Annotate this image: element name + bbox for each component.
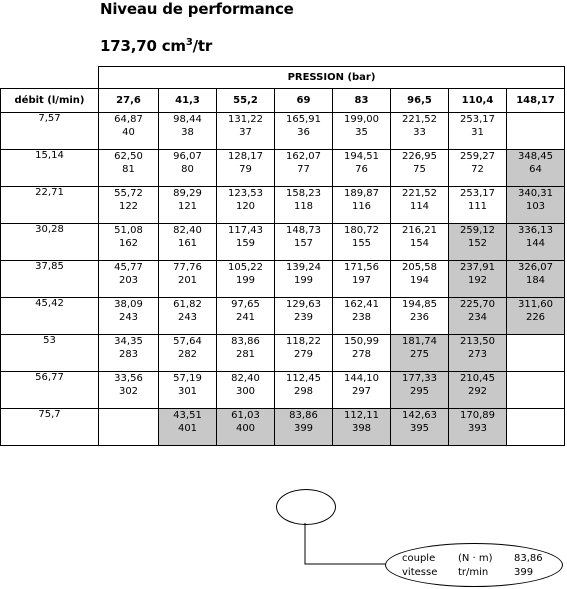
callout-speed-unit: tr/min: [458, 567, 489, 578]
speed-value: 194: [409, 275, 430, 286]
torque-value: 253,17: [460, 114, 495, 125]
torque-value: 57,64: [173, 336, 202, 347]
torque-value: 336,13: [518, 225, 553, 236]
torque-value: 194,51: [344, 151, 379, 162]
speed-value: 76: [355, 164, 368, 175]
displacement-exponent: 3: [185, 37, 193, 48]
pressure-column-header: 27,6: [99, 89, 159, 113]
flow-rate-label: 30,28: [1, 224, 99, 261]
callout-torque-value: 83,86: [514, 553, 543, 564]
speed-value: 159: [235, 238, 256, 249]
flow-rate-label: 15,14: [1, 150, 99, 187]
torque-value: 89,29: [173, 188, 202, 199]
torque-value: 45,77: [114, 262, 143, 273]
speed-value: 64: [529, 164, 542, 175]
torque-value: 61,82: [173, 299, 202, 310]
torque-value: 105,22: [228, 262, 263, 273]
torque-value: 148,73: [286, 225, 321, 236]
torque-value: 253,17: [460, 188, 495, 199]
displacement-value: 173,70 cm: [100, 37, 186, 55]
speed-value: 122: [118, 201, 139, 212]
speed-value: 282: [177, 349, 198, 360]
speed-value: 400: [235, 423, 256, 434]
torque-value: 144,10: [344, 373, 379, 384]
speed-value: 40: [122, 127, 135, 138]
torque-value: 158,23: [286, 188, 321, 199]
speed-value: 31: [471, 127, 484, 138]
torque-value: 171,56: [344, 262, 379, 273]
torque-value: 82,40: [173, 225, 202, 236]
torque-value: 55,72: [114, 188, 143, 199]
speed-value: 197: [351, 275, 372, 286]
torque-value: 216,21: [402, 225, 437, 236]
speed-value: 144: [525, 238, 546, 249]
torque-value: 61,03: [231, 410, 260, 421]
flow-rate-label: 7,57: [1, 113, 99, 150]
speed-value: 157: [293, 238, 314, 249]
pressure-header: PRESSION (bar): [99, 67, 565, 89]
flow-rate-label: 22,71: [1, 187, 99, 224]
speed-value: 203: [118, 275, 139, 286]
torque-value: 225,70: [460, 299, 495, 310]
torque-value: 82,40: [231, 373, 260, 384]
torque-value: 38,09: [114, 299, 143, 310]
speed-value: 241: [235, 312, 256, 323]
speed-value: 281: [235, 349, 256, 360]
torque-value: 165,91: [286, 114, 321, 125]
torque-value: 139,24: [286, 262, 321, 273]
speed-value: 38: [181, 127, 194, 138]
pressure-column-header: 55,2: [217, 89, 275, 113]
torque-value: 34,35: [114, 336, 143, 347]
torque-value: 83,86: [231, 336, 260, 347]
callout-speed-value: 399: [514, 567, 534, 578]
speed-value: 395: [409, 423, 430, 434]
speed-value: 297: [351, 386, 372, 397]
torque-value: 57,19: [173, 373, 202, 384]
speed-value: 37: [239, 127, 252, 138]
speed-value: 398: [351, 423, 372, 434]
speed-value: 199: [293, 275, 314, 286]
speed-value: 399: [293, 423, 314, 434]
speed-value: 114: [409, 201, 430, 212]
pressure-column-header: 110,4: [449, 89, 507, 113]
torque-value: 181,74: [402, 336, 437, 347]
flow-rate-label: 53: [1, 335, 99, 372]
torque-value: 348,45: [518, 151, 553, 162]
torque-value: 340,31: [518, 188, 553, 199]
page-title: Niveau de performance: [100, 0, 294, 18]
speed-value: 226: [525, 312, 546, 323]
torque-value: 194,85: [402, 299, 437, 310]
torque-value: 199,00: [344, 114, 379, 125]
speed-value: 75: [413, 164, 426, 175]
speed-value: 279: [293, 349, 314, 360]
flow-rate-label: 75,7: [1, 409, 99, 446]
pressure-column-header: 69: [275, 89, 333, 113]
torque-value: 150,99: [344, 336, 379, 347]
torque-value: 210,45: [460, 373, 495, 384]
torque-value: 226,95: [402, 151, 437, 162]
speed-value: 236: [409, 312, 430, 323]
speed-value: 121: [177, 201, 198, 212]
torque-value: 205,58: [402, 262, 437, 273]
callout-torque-unit: (N · m): [458, 553, 493, 564]
torque-value: 170,89: [460, 410, 495, 421]
torque-value: 128,17: [228, 151, 263, 162]
pressure-column-header: 148,17: [507, 89, 565, 113]
speed-value: 36: [297, 127, 310, 138]
flow-rate-label: 45,42: [1, 298, 99, 335]
speed-value: 295: [409, 386, 430, 397]
speed-value: 155: [351, 238, 372, 249]
torque-value: 213,50: [460, 336, 495, 347]
speed-value: 79: [239, 164, 252, 175]
torque-value: 77,76: [173, 262, 202, 273]
torque-value: 118,22: [286, 336, 321, 347]
torque-value: 131,22: [228, 114, 263, 125]
torque-value: 83,86: [289, 410, 318, 421]
callout-torque-row: [402, 553, 567, 566]
speed-value: 401: [177, 423, 198, 434]
torque-value: 259,27: [460, 151, 495, 162]
torque-value: 129,63: [286, 299, 321, 310]
torque-value: 180,72: [344, 225, 379, 236]
speed-value: 118: [293, 201, 314, 212]
torque-value: 43,51: [173, 410, 202, 421]
speed-value: 35: [355, 127, 368, 138]
speed-value: 273: [467, 349, 488, 360]
speed-value: 298: [293, 386, 314, 397]
speed-value: 81: [122, 164, 135, 175]
torque-value: 64,87: [114, 114, 143, 125]
callout-bubble: [385, 543, 563, 587]
torque-value: 112,11: [344, 410, 379, 421]
speed-value: 393: [467, 423, 488, 434]
speed-value: 300: [235, 386, 256, 397]
speed-value: 33: [413, 127, 426, 138]
displacement-unit: /tr: [192, 37, 213, 55]
speed-value: 283: [118, 349, 139, 360]
speed-value: 184: [525, 275, 546, 286]
torque-value: 96,07: [173, 151, 202, 162]
speed-value: 152: [467, 238, 488, 249]
pressure-column-header: 41,3: [159, 89, 217, 113]
torque-value: 189,87: [344, 188, 379, 199]
speed-value: 162: [118, 238, 139, 249]
torque-value: 112,45: [286, 373, 321, 384]
flow-header: débit (l/min): [1, 89, 99, 113]
speed-value: 77: [297, 164, 310, 175]
speed-value: 80: [181, 164, 194, 175]
speed-value: 292: [467, 386, 488, 397]
speed-value: 199: [235, 275, 256, 286]
torque-value: 51,08: [114, 225, 143, 236]
pressure-column-header: 83: [333, 89, 391, 113]
speed-value: 243: [177, 312, 198, 323]
torque-value: 62,50: [114, 151, 143, 162]
torque-value: 237,91: [460, 262, 495, 273]
speed-value: 192: [467, 275, 488, 286]
flow-rate-label: 56,77: [1, 372, 99, 409]
speed-value: 201: [177, 275, 198, 286]
speed-value: 161: [177, 238, 198, 249]
speed-value: 301: [177, 386, 198, 397]
speed-value: 302: [118, 386, 139, 397]
torque-value: 221,52: [402, 188, 437, 199]
speed-value: 116: [351, 201, 372, 212]
torque-value: 162,41: [344, 299, 379, 310]
speed-value: 154: [409, 238, 430, 249]
speed-value: 234: [467, 312, 488, 323]
torque-value: 221,52: [402, 114, 437, 125]
callout-speed-label: vitesse: [402, 567, 438, 578]
speed-value: 238: [351, 312, 372, 323]
torque-value: 177,33: [402, 373, 437, 384]
torque-value: 97,65: [231, 299, 260, 310]
torque-value: 117,43: [228, 225, 263, 236]
torque-value: 142,63: [402, 410, 437, 421]
torque-value: 311,60: [518, 299, 553, 310]
speed-value: 103: [525, 201, 546, 212]
torque-value: 33,56: [114, 373, 143, 384]
pressure-column-header: 96,5: [391, 89, 449, 113]
torque-value: 326,07: [518, 262, 553, 273]
speed-value: 239: [293, 312, 314, 323]
speed-value: 243: [118, 312, 139, 323]
callout-torque-label: couple: [402, 553, 436, 564]
torque-value: 98,44: [173, 114, 202, 125]
callout-speed-row: [402, 567, 567, 580]
speed-value: 111: [467, 201, 488, 212]
torque-value: 162,07: [286, 151, 321, 162]
torque-value: 259,12: [460, 225, 495, 236]
flow-rate-label: 37,85: [1, 261, 99, 298]
torque-value: 123,53: [228, 188, 263, 199]
speed-value: 278: [351, 349, 372, 360]
speed-value: 275: [409, 349, 430, 360]
speed-value: 72: [471, 164, 484, 175]
speed-value: 120: [235, 201, 256, 212]
